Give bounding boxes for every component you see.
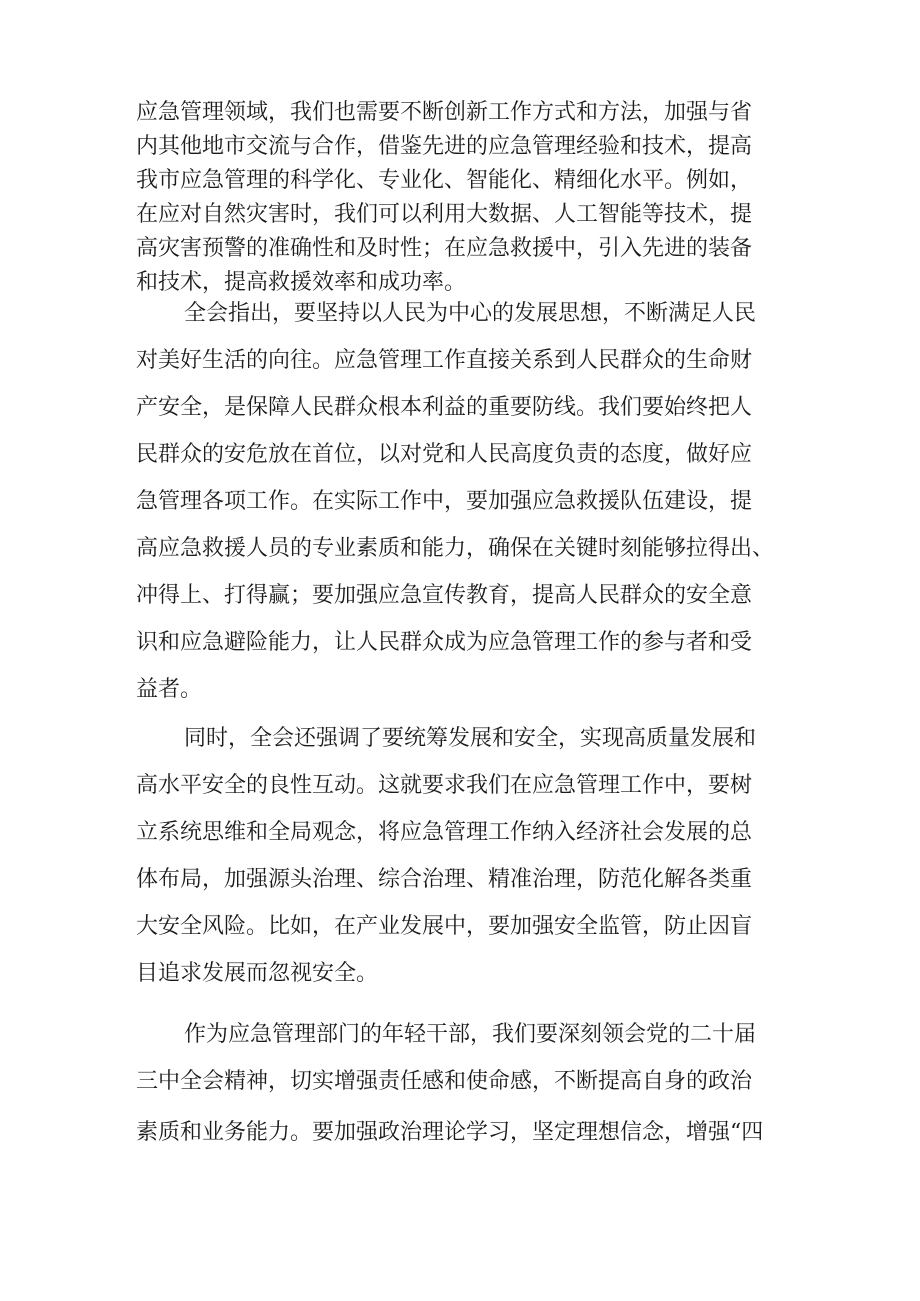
text-line: 目追求发展而忽视安全。 xyxy=(136,961,379,986)
text-line: 同时，全会还强调了要统筹发展和安全，实现高质量发展和 xyxy=(184,726,757,751)
text-line: 立系统思维和全局观念，将应急管理工作纳入经济社会发展的总 xyxy=(136,820,753,845)
text-line: 和技术，提高救援效率和成功率。 xyxy=(136,270,467,295)
text-line: 高应急救援人员的专业素质和能力，确保在关键时刻能够拉得出、 xyxy=(136,536,775,561)
text-line: 素质和业务能力。要加强政治理论学习，坚定理想信念，增强“四 xyxy=(136,1120,764,1145)
text-line: 益者。 xyxy=(136,677,203,702)
text-line: 高水平安全的良性互动。这就要求我们在应急管理工作中，要树 xyxy=(136,773,753,798)
text-line: 内其他地市交流与合作，借鉴先进的应急管理经验和技术，提高 xyxy=(136,134,753,159)
text-line: 急管理各项工作。在实际工作中，要加强应急救援队伍建设，提 xyxy=(136,489,753,514)
text-line: 我市应急管理的科学化、专业化、智能化、精细化水平。例如， xyxy=(136,168,753,193)
text-line: 体布局，加强源头治理、综合治理、精准治理，防范化解各类重 xyxy=(136,867,753,892)
text-line: 冲得上、打得赢；要加强应急宣传教育，提高人民群众的安全意 xyxy=(136,583,753,608)
text-line: 在应对自然灾害时，我们可以利用大数据、人工智能等技术，提 xyxy=(136,202,753,227)
text-line: 高灾害预警的准确性和及时性；在应急救援中，引入先进的装备 xyxy=(136,236,753,261)
text-line: 应急管理领域，我们也需要不断创新工作方式和方法，加强与省 xyxy=(136,100,753,125)
text-line: 对美好生活的向往。应急管理工作直接关系到人民群众的生命财 xyxy=(136,348,753,373)
text-line: 全会指出，要坚持以人民为中心的发展思想，不断满足人民 xyxy=(184,301,757,326)
text-line: 识和应急避险能力，让人民群众成为应急管理工作的参与者和受 xyxy=(136,630,753,655)
text-line: 大安全风险。比如，在产业发展中，要加强安全监管，防止因盲 xyxy=(136,914,753,939)
text-line: 民群众的安危放在首位，以对党和人民高度负责的态度，做好应 xyxy=(136,442,753,467)
text-line: 三中全会精神，切实增强责任感和使命感，不断提高自身的政治 xyxy=(136,1069,753,1094)
text-line: 作为应急管理部门的年轻干部，我们要深刻领会党的二十届 xyxy=(184,1022,757,1047)
text-line: 产安全，是保障人民群众根本利益的重要防线。我们要始终把人 xyxy=(136,395,753,420)
